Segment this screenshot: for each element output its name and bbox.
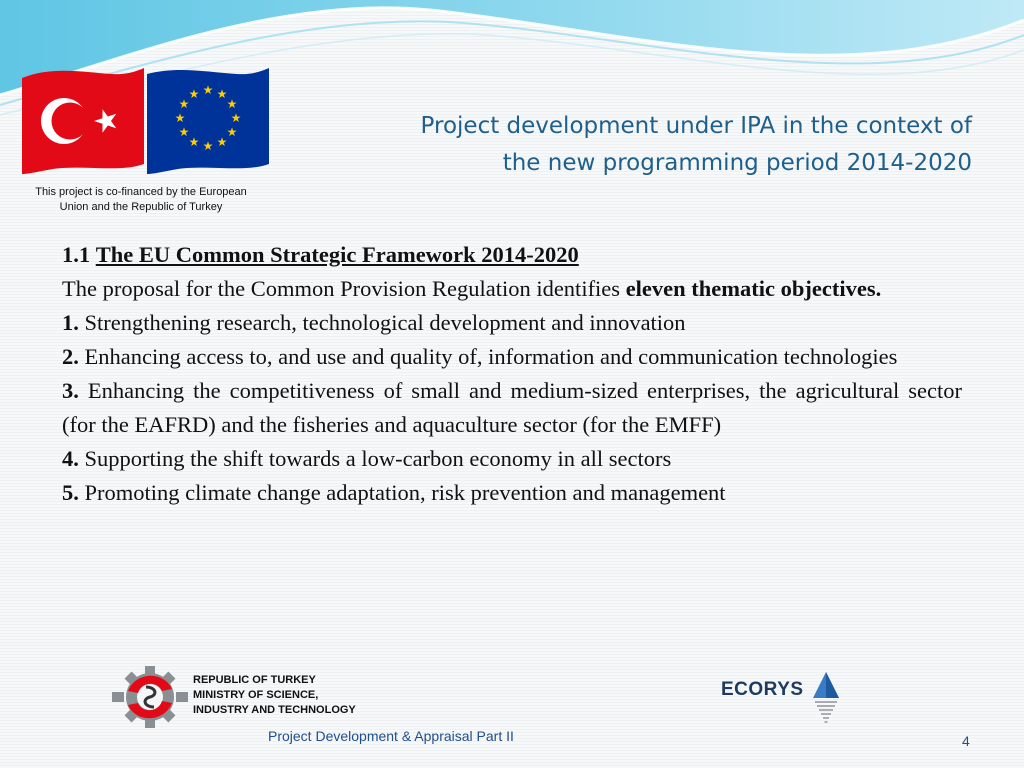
- svg-text:★: ★: [226, 97, 238, 111]
- objective-number: 1.: [62, 310, 79, 335]
- objective-text: Enhancing access to, and use and quality of, information and communication technologies: [84, 344, 898, 369]
- objective-text: Supporting the shift towards a low-carbon economy in all sectors: [84, 446, 672, 471]
- svg-text:★: ★: [188, 135, 200, 149]
- cofinance-line-1: This project is co-financed by the European: [35, 186, 247, 198]
- eu-flag-icon: [147, 68, 269, 174]
- slide-title-line-2: the new programming period 2014-2020: [502, 150, 972, 176]
- ministry-gear-logo-icon: [110, 666, 190, 728]
- ministry-name: [193, 673, 356, 718]
- cofinance-note: [10, 185, 272, 215]
- svg-text:★: ★: [174, 111, 186, 125]
- objective-item-2: [62, 340, 962, 374]
- cofinance-line-2: Union and the Republic of Turkey: [59, 201, 223, 213]
- objective-item-4: [62, 442, 962, 476]
- page-number: 4: [962, 733, 970, 749]
- svg-text:★: ★: [216, 135, 228, 149]
- footer-caption: Project Development & Appraisal Part II: [268, 728, 514, 744]
- objective-number: 4.: [62, 446, 79, 471]
- objective-number: 3.: [62, 378, 79, 403]
- intro-bold-text: eleven thematic objectives.: [625, 276, 882, 301]
- section-title: The EU Common Strategic Framework 2014-2020: [95, 242, 579, 267]
- slide-title-line-1: Project development under IPA in the context of: [420, 113, 972, 139]
- svg-text:★: ★: [226, 125, 238, 139]
- turkey-flag-icon: [22, 68, 144, 174]
- svg-text:★: ★: [202, 139, 214, 153]
- intro-paragraph: [62, 272, 962, 306]
- ministry-line-2: MINISTRY OF SCIENCE,: [193, 689, 319, 701]
- section-heading: [62, 238, 962, 272]
- ministry-line-1: REPUBLIC OF TURKEY: [193, 674, 316, 686]
- objective-number: 5.: [62, 480, 79, 505]
- svg-text:★: ★: [188, 87, 200, 101]
- objective-text: Enhancing the competitiveness of small and medium-sized enterprises, the agricultural sector (for the EAFRD) and the fisheries and aquaculture sector (for the EMFF): [62, 378, 963, 437]
- svg-text:★: ★: [216, 87, 228, 101]
- svg-text:★: ★: [230, 111, 242, 125]
- svg-text:★: ★: [178, 125, 190, 139]
- objective-item-5: [62, 476, 962, 510]
- section-number: 1.1: [62, 242, 91, 267]
- svg-text:★: ★: [202, 83, 214, 97]
- objective-text: Promoting climate change adaptation, risk prevention and management: [84, 480, 726, 505]
- objective-number: 2.: [62, 344, 79, 369]
- ecorys-wordmark: ECORYS: [721, 679, 804, 700]
- svg-text:★: ★: [178, 97, 190, 111]
- slide-title: [280, 108, 972, 182]
- objective-text: Strengthening research, technological development and innovation: [84, 310, 686, 335]
- objective-item-1: [62, 306, 962, 340]
- ministry-line-3: INDUSTRY AND TECHNOLOGY: [193, 704, 356, 716]
- objective-item-3: [62, 374, 962, 442]
- slide-body: [62, 238, 962, 510]
- intro-text: The proposal for the Common Provision Regulation identifies: [62, 276, 621, 301]
